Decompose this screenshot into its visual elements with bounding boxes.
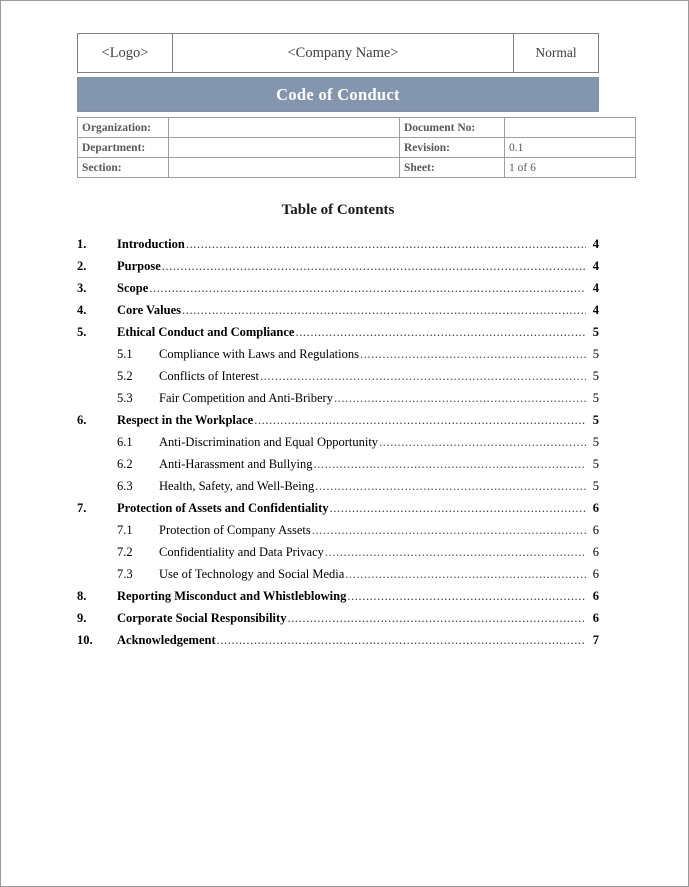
section-label: Section: <box>78 158 169 178</box>
document-title-bar <box>77 77 599 112</box>
toc-leader-dots <box>260 369 586 385</box>
toc-entry-page-number: 5 <box>592 391 599 405</box>
toc-entry-number: 9. <box>77 611 87 625</box>
section-value[interactable] <box>169 158 400 178</box>
toc-entry-title: Conflicts of Interest <box>159 369 259 383</box>
toc-entry[interactable] <box>77 325 599 347</box>
document-no-value[interactable] <box>505 118 636 138</box>
toc-leader-dots <box>287 611 586 627</box>
table-of-contents-list <box>77 237 599 655</box>
toc-entry-number: 3. <box>77 281 87 295</box>
sheet-label: Sheet: <box>400 158 505 178</box>
toc-entry-page-number: 6 <box>592 611 599 625</box>
toc-leader-dots <box>217 633 586 649</box>
toc-entry-title: Protection of Company Assets <box>159 523 311 537</box>
toc-entry-page-number: 5 <box>592 347 599 361</box>
toc-entry-page-number: 6 <box>592 567 599 581</box>
toc-entry-number: 5.1 <box>117 347 133 361</box>
toc-entry-number: 6.1 <box>117 435 133 449</box>
toc-entry[interactable] <box>77 391 599 413</box>
toc-entry[interactable] <box>77 457 599 479</box>
header-row <box>78 34 599 73</box>
toc-entry[interactable] <box>77 369 599 391</box>
toc-entry-page-number: 5 <box>592 325 599 339</box>
toc-entry-title: Introduction <box>117 237 185 251</box>
toc-leader-dots <box>330 501 586 517</box>
toc-entry[interactable] <box>77 589 599 611</box>
toc-entry-page-number: 4 <box>592 281 599 295</box>
toc-entry-page-number: 5 <box>592 457 599 471</box>
toc-entry-number: 2. <box>77 259 87 273</box>
toc-entry-title: Protection of Assets and Confidentiality <box>117 501 329 515</box>
toc-entry-number: 7.1 <box>117 523 133 537</box>
table-row <box>78 118 636 138</box>
document-title: Code of Conduct <box>276 84 400 104</box>
logo-cell: <Logo> <box>78 34 173 73</box>
toc-entry-page-number: 6 <box>592 523 599 537</box>
toc-entry-title: Compliance with Laws and Regulations <box>159 347 359 361</box>
toc-entry-number: 8. <box>77 589 87 603</box>
document-metadata-table <box>77 117 636 178</box>
toc-leader-dots <box>313 457 586 473</box>
toc-entry-number: 6.3 <box>117 479 133 493</box>
toc-entry[interactable] <box>77 545 599 567</box>
toc-entry-number: 7.2 <box>117 545 133 559</box>
toc-entry-number: 5. <box>77 325 87 339</box>
toc-entry[interactable] <box>77 523 599 545</box>
toc-entry-page-number: 6 <box>592 545 599 559</box>
toc-entry-title: Corporate Social Responsibility <box>117 611 287 625</box>
revision-label: Revision: <box>400 138 505 158</box>
toc-entry-title: Confidentiality and Data Privacy <box>159 545 324 559</box>
revision-value[interactable]: 0.1 <box>505 138 636 158</box>
document-content <box>77 33 599 655</box>
toc-entry[interactable] <box>77 611 599 633</box>
toc-entry-title: Fair Competition and Anti-Bribery <box>159 391 333 405</box>
toc-entry[interactable] <box>77 633 599 655</box>
toc-leader-dots <box>360 347 586 363</box>
toc-leader-dots <box>254 413 586 429</box>
toc-entry-page-number: 4 <box>592 259 599 273</box>
toc-leader-dots <box>186 237 586 253</box>
document-no-label: Document No: <box>400 118 505 138</box>
toc-leader-dots <box>325 545 586 561</box>
table-row <box>78 138 636 158</box>
toc-entry-number: 7. <box>77 501 87 515</box>
toc-entry-title: Acknowledgement <box>117 633 216 647</box>
toc-entry[interactable] <box>77 413 599 435</box>
toc-entry[interactable] <box>77 479 599 501</box>
toc-entry-page-number: 6 <box>592 589 599 603</box>
toc-entry-page-number: 4 <box>592 303 599 317</box>
department-label: Department: <box>78 138 169 158</box>
toc-entry-title: Ethical Conduct and Compliance <box>117 325 295 339</box>
company-name-cell: <Company Name> <box>173 34 514 73</box>
toc-leader-dots <box>334 391 586 407</box>
document-status-cell: Normal <box>514 34 599 73</box>
toc-entry-page-number: 5 <box>592 369 599 383</box>
toc-leader-dots <box>315 479 586 495</box>
toc-entry[interactable] <box>77 435 599 457</box>
department-value[interactable] <box>169 138 400 158</box>
toc-entry[interactable] <box>77 567 599 589</box>
toc-entry-title: Core Values <box>117 303 182 317</box>
toc-entry-number: 4. <box>77 303 87 317</box>
toc-entry-title: Anti-Harassment and Bullying <box>159 457 313 471</box>
toc-entry-number: 10. <box>77 633 93 647</box>
toc-entry-number: 5.2 <box>117 369 133 383</box>
toc-entry-title: Health, Safety, and Well-Being <box>159 479 315 493</box>
toc-leader-dots <box>149 281 586 297</box>
toc-entry-page-number: 5 <box>592 413 599 427</box>
toc-entry-number: 7.3 <box>117 567 133 581</box>
toc-leader-dots <box>162 259 586 275</box>
table-row <box>78 158 636 178</box>
toc-entry-title: Scope <box>117 281 149 295</box>
toc-entry-number: 6. <box>77 413 87 427</box>
toc-entry-number: 1. <box>77 237 87 251</box>
document-header-table <box>77 33 599 73</box>
toc-entry-page-number: 4 <box>592 237 599 251</box>
toc-leader-dots <box>295 325 586 341</box>
toc-entry-page-number: 5 <box>592 435 599 449</box>
toc-entry-number: 5.3 <box>117 391 133 405</box>
toc-entry[interactable] <box>77 237 599 259</box>
toc-entry-title: Respect in the Workplace <box>117 413 254 427</box>
toc-entry-title: Use of Technology and Social Media <box>159 567 345 581</box>
toc-entry[interactable] <box>77 303 599 325</box>
toc-leader-dots <box>182 303 586 319</box>
toc-leader-dots <box>312 523 586 539</box>
organization-label: Organization: <box>78 118 169 138</box>
toc-entry-page-number: 6 <box>592 501 599 515</box>
toc-entry-page-number: 7 <box>592 633 599 647</box>
toc-leader-dots <box>347 589 586 605</box>
toc-entry-number: 6.2 <box>117 457 133 471</box>
toc-entry[interactable] <box>77 501 599 523</box>
toc-entry-page-number: 5 <box>592 479 599 493</box>
toc-entry[interactable] <box>77 259 599 281</box>
organization-value[interactable] <box>169 118 400 138</box>
toc-entry-title: Reporting Misconduct and Whistleblowing <box>117 589 347 603</box>
table-of-contents-heading: Table of Contents <box>281 202 395 218</box>
sheet-value[interactable]: 1 of 6 <box>505 158 636 178</box>
toc-entry-title: Anti-Discrimination and Equal Opportunity <box>159 435 379 449</box>
toc-entry[interactable] <box>77 347 599 369</box>
toc-leader-dots <box>345 567 586 583</box>
toc-entry[interactable] <box>77 281 599 303</box>
toc-leader-dots <box>379 435 586 451</box>
toc-entry-title: Purpose <box>117 259 161 273</box>
